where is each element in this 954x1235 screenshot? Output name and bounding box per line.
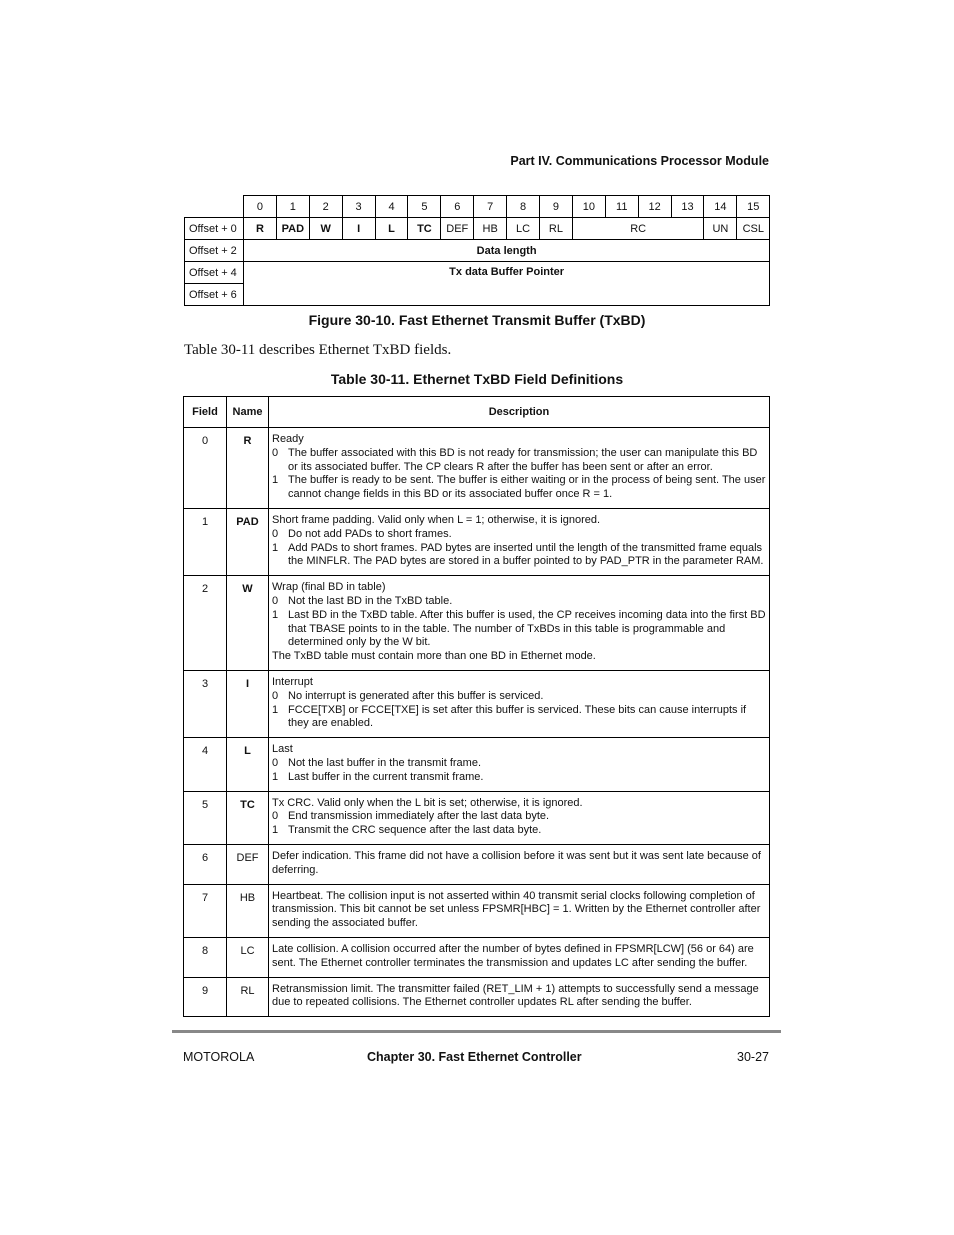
- value-key: 1: [272, 824, 279, 837]
- offset-label: Offset + 4: [185, 262, 244, 284]
- field-description: [269, 508, 770, 575]
- bit-number: 3: [342, 196, 375, 218]
- table-row: [184, 791, 770, 844]
- value-text: Do not add PADs to short frames.: [288, 527, 452, 540]
- description-title: Short frame padding. Valid only when L = 1; otherwise, it is ignored.: [272, 513, 601, 526]
- bit-field-lc: LC: [507, 218, 540, 240]
- bit-number: 4: [375, 196, 408, 218]
- bit-number: 6: [441, 196, 474, 218]
- field-description: [269, 428, 770, 509]
- value-text: FCCE[TXB] or FCCE[TXE] is set after this buffer is serviced. These bits can cause interrupts if they are enabled.: [288, 703, 747, 730]
- value-key: 1: [272, 541, 279, 554]
- field-description: [269, 791, 770, 844]
- description-title: Heartbeat. The collision input is not asserted within 40 transmit serial clocks following completion of transmission. This bit cannot be set unless FPSMR[HBC] = 1. Written by the Ethernet controller after sending the associated buffer.: [272, 889, 761, 930]
- intro-paragraph: Table 30-11 describes Ethernet TxBD fields.: [184, 342, 452, 358]
- table-row: [184, 576, 770, 671]
- bit-number: 5: [408, 196, 441, 218]
- bit-field-def: DEF: [441, 218, 474, 240]
- bit-number: 2: [309, 196, 342, 218]
- bit-number: 12: [638, 196, 671, 218]
- field-number: 3: [184, 670, 227, 737]
- value-key: 1: [272, 770, 279, 783]
- value-key: 0: [272, 594, 279, 607]
- description-title: Retransmission limit. The transmitter failed (RET_LIM + 1) attempts to successfully send a message due to repeated collisions. The Ethernet controller updates RL after sending the buffer.: [272, 982, 759, 1009]
- buffer-pointer-field: Tx data Buffer Pointer: [244, 262, 770, 306]
- offset-4-row: [185, 262, 770, 284]
- bit-field-un: UN: [704, 218, 737, 240]
- footer-chapter: Chapter 30. Fast Ethernet Controller: [367, 1050, 582, 1064]
- bit-field-tc: TC: [408, 218, 441, 240]
- bit-number: 14: [704, 196, 737, 218]
- field-number: 4: [184, 738, 227, 791]
- footer-left: MOTOROLA: [183, 1050, 255, 1064]
- bit-field-i: I: [342, 218, 375, 240]
- value-item: [272, 474, 766, 502]
- description-note: The TxBD table must contain more than one BD in Ethernet mode.: [272, 650, 596, 663]
- header-description: Description: [269, 397, 770, 428]
- value-key: 0: [272, 810, 279, 823]
- field-definitions-table: [183, 396, 770, 1017]
- bit-field-pad: PAD: [276, 218, 309, 240]
- header-name: Name: [227, 397, 269, 428]
- field-description: [269, 937, 770, 977]
- value-item: [272, 447, 766, 475]
- value-text: Last buffer in the current transmit frame.: [288, 770, 484, 783]
- header-field: Field: [184, 397, 227, 428]
- txbd-register-figure: [184, 195, 770, 306]
- table-row: [184, 977, 770, 1017]
- value-key: 0: [272, 446, 279, 459]
- field-description: [269, 670, 770, 737]
- offset-label: Offset + 2: [185, 240, 244, 262]
- bit-number: 9: [540, 196, 573, 218]
- table-row: [184, 428, 770, 509]
- value-text: Add PADs to short frames. PAD bytes are inserted until the length of the transmitted frame equals the MINFLR. The PAD bytes are stored in a buffer pointed to by PAD_PTR in the parameter RAM.: [288, 541, 764, 568]
- field-description: [269, 738, 770, 791]
- description-title: Interrupt: [272, 675, 313, 688]
- bit-field-hb: HB: [474, 218, 507, 240]
- field-name: LC: [227, 937, 269, 977]
- field-number: 7: [184, 884, 227, 937]
- value-text: End transmission immediately after the last data byte.: [288, 810, 550, 823]
- bit-field-csl: CSL: [737, 218, 770, 240]
- table-header-row: [184, 397, 770, 428]
- table-row: [184, 670, 770, 737]
- field-number: 2: [184, 576, 227, 671]
- value-item: [272, 528, 766, 542]
- table-row: [184, 844, 770, 884]
- running-header: Part IV. Communications Processor Module: [510, 154, 769, 168]
- value-text: The buffer associated with this BD is not ready for transmission; the user can manipulate this BD or its associated buffer. The CP clears R after the buffer has been sent or after an error.: [288, 446, 758, 473]
- bit-field-rc: RC: [572, 218, 704, 240]
- bit-number: 8: [507, 196, 540, 218]
- field-name: L: [227, 738, 269, 791]
- value-item: [272, 810, 766, 824]
- field-number: 1: [184, 508, 227, 575]
- description-title: Last: [272, 743, 293, 756]
- value-text: Last BD in the TxBD table. After this buffer is used, the CP receives incoming data into the first BD that TBASE points to in the table. The number of TxBDs in this table is programmable and determined only by the W bit.: [288, 608, 766, 649]
- footer-rule: [172, 1030, 781, 1033]
- value-item: [272, 757, 766, 771]
- field-description: [269, 977, 770, 1017]
- field-description: [269, 884, 770, 937]
- offset-0-row: [185, 218, 770, 240]
- field-name: W: [227, 576, 269, 671]
- bit-field-l: L: [375, 218, 408, 240]
- figure-caption: Figure 30-10. Fast Ethernet Transmit Buffer (TxBD): [308, 312, 646, 328]
- bit-number: 1: [276, 196, 309, 218]
- field-description: [269, 844, 770, 884]
- footer-page-number: 30-27: [737, 1050, 769, 1064]
- value-text: No interrupt is generated after this buffer is serviced.: [288, 689, 544, 702]
- bit-field-rl: RL: [540, 218, 573, 240]
- field-number: 6: [184, 844, 227, 884]
- bit-number: 13: [671, 196, 704, 218]
- table-caption: Table 30-11. Ethernet TxBD Field Definitions: [330, 371, 624, 387]
- offset-label: Offset + 0: [185, 218, 244, 240]
- description-title: Ready: [272, 433, 304, 445]
- table-row: [184, 884, 770, 937]
- bit-number: 11: [605, 196, 638, 218]
- bit-number: 10: [572, 196, 605, 218]
- value-key: 0: [272, 527, 279, 540]
- value-item: [272, 542, 766, 570]
- description-title: Tx CRC. Valid only when the L bit is set; otherwise, it is ignored.: [272, 796, 583, 809]
- field-name: TC: [227, 791, 269, 844]
- value-key: 1: [272, 703, 279, 716]
- field-name: R: [227, 428, 269, 509]
- table-row: [184, 508, 770, 575]
- value-item: [272, 824, 766, 838]
- description-title: Defer indication. This frame did not have a collision before it was sent but it was sent late because of deferring.: [272, 849, 761, 876]
- value-key: 1: [272, 474, 279, 487]
- bit-field-w: W: [309, 218, 342, 240]
- value-key: 0: [272, 689, 279, 702]
- bit-field-r: R: [244, 218, 277, 240]
- value-item: [272, 704, 766, 732]
- bit-number-row: [185, 196, 770, 218]
- value-text: The buffer is ready to be sent. The buffer is either waiting or in the process of being sent. The user cannot change fields in this BD or its associated buffer once R = 1.: [288, 474, 766, 501]
- field-name: HB: [227, 884, 269, 937]
- field-name: DEF: [227, 844, 269, 884]
- bit-number: 7: [474, 196, 507, 218]
- description-title: Wrap (final BD in table): [272, 581, 386, 594]
- offset-2-row: [185, 240, 770, 262]
- value-text: Not the last buffer in the transmit frame.: [288, 756, 481, 769]
- field-name: PAD: [227, 508, 269, 575]
- value-item: [272, 771, 766, 785]
- field-number: 0: [184, 428, 227, 509]
- bit-number: 0: [244, 196, 277, 218]
- description-title: Late collision. A collision occurred after the number of bytes defined in FPSMR[LCW] (56 or 64) are sent. The Ethernet controller terminates the transmission and updates LC after sending the buffer.: [272, 942, 754, 969]
- data-length-field: Data length: [244, 240, 770, 262]
- field-name: RL: [227, 977, 269, 1017]
- field-name: I: [227, 670, 269, 737]
- table-row: [184, 738, 770, 791]
- field-number: 5: [184, 791, 227, 844]
- table-row: [184, 937, 770, 977]
- value-key: 0: [272, 756, 279, 769]
- value-text: Transmit the CRC sequence after the last data byte.: [288, 824, 542, 837]
- field-number: 9: [184, 977, 227, 1017]
- value-key: 1: [272, 608, 279, 621]
- value-text: Not the last BD in the TxBD table.: [288, 594, 453, 607]
- value-item: [272, 609, 766, 650]
- value-item: [272, 595, 766, 609]
- offset-label: Offset + 6: [185, 284, 244, 306]
- field-number: 8: [184, 937, 227, 977]
- field-description: [269, 576, 770, 671]
- bit-number: 15: [737, 196, 770, 218]
- value-item: [272, 690, 766, 704]
